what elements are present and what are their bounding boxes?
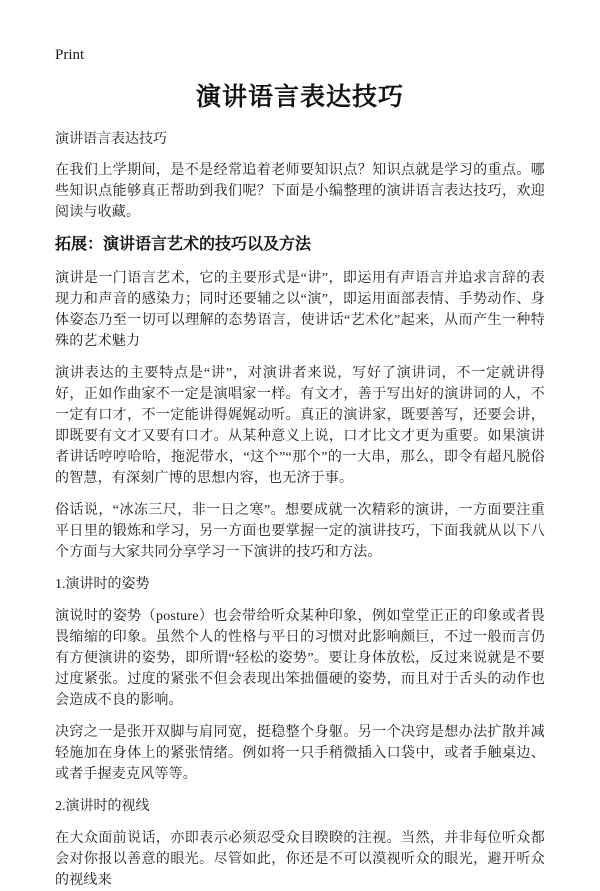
intro-paragraph: 在我们上学期间，是不是经常追着老师要知识点？知识点就是学习的重点。哪些知识点能够真正帮助到我们呢？下面是小编整理的演讲语言表达技巧，欢迎阅读与收藏。 [55,163,545,220]
paragraph-proverb: 俗话说，“冰冻三尺，非一日之寒”。想要成就一次精彩的演讲，一方面要注重平日里的锻炼和学习，另一方面也要掌握一定的演讲技巧，下面我就从以下八个方面与大家共同分享学习一下演讲的技巧和方法。 [55,503,545,560]
article-subtitle: 演讲语言表达技巧 [55,132,167,147]
print-link[interactable]: Print [55,47,85,63]
paragraph-speaking-traits: 演讲表达的主要特点是“讲”，对演讲者来说，写好了演讲词，不一定就讲得好，正如作曲家不一定是演唱家一样。有文才，善于写出好的演讲词的人，不一定有口才，不一定能讲得娓娓动听。真正的演讲家，既要善写，还要会讲，即既要有文才又要有口才。从某种意义上说，口才比文才更为重要。如果演讲者讲话哼哼哈哈，拖泥带水，“这个”“那个”的一大串，那么，即令有超凡脱俗的智慧，有深刻广博的思想内容，也无济于事。 [55,366,545,486]
page-title: 演讲语言表达技巧 [195,84,404,111]
paragraph-speech-art: 演讲是一门语言艺术，它的主要形式是“讲”，即运用有声语言并追求言辞的表现力和声音的感染力；同时还要辅之以“演”，即运用面部表情、手势动作、身体姿态乃至一切可以理解的态势语言，使讲话“艺术化”起来，从而产生一种特殊的艺术魅力 [55,271,545,349]
sub-heading-posture: 1.演讲时的姿势 [55,577,150,592]
paragraph-posture-tips: 决窍之一是张开双脚与肩同宽，挺稳整个身躯。另一个决窍是想办法扩散并减轻施加在身体上的紧张情绪。例如将一只手稍微插入口袋中，或者手触桌边、或者手握麦克风等等。 [55,725,545,782]
paragraph-posture-impression: 演说时的姿势（posture）也会带给听众某种印象，例如堂堂正正的印象或者畏畏缩缩的印象。虽然个人的性格与平日的习惯对此影响颇巨，不过一般而言仍有方便演讲的姿势，即所谓“轻松的姿势”。要让身体放松，反过来说就是不要过度紧张。过度的紧张不但会表现出笨拙僵硬的姿势，而且对于舌头的动作也会造成不良的影响。 [55,609,545,708]
section-heading-expansion: 拓展：演讲语言艺术的技巧以及方法 [55,236,312,253]
sub-heading-eye-contact: 2.演讲时的视线 [55,799,150,814]
paragraph-eye-contact: 在大众面前说话，亦即表示必须忍受众目睽睽的注视。当然，并非每位听众都会对你报以善意的眼光。尽管如此，你还是不可以漠视听众的眼光，避开听众的视线来 [55,831,545,888]
